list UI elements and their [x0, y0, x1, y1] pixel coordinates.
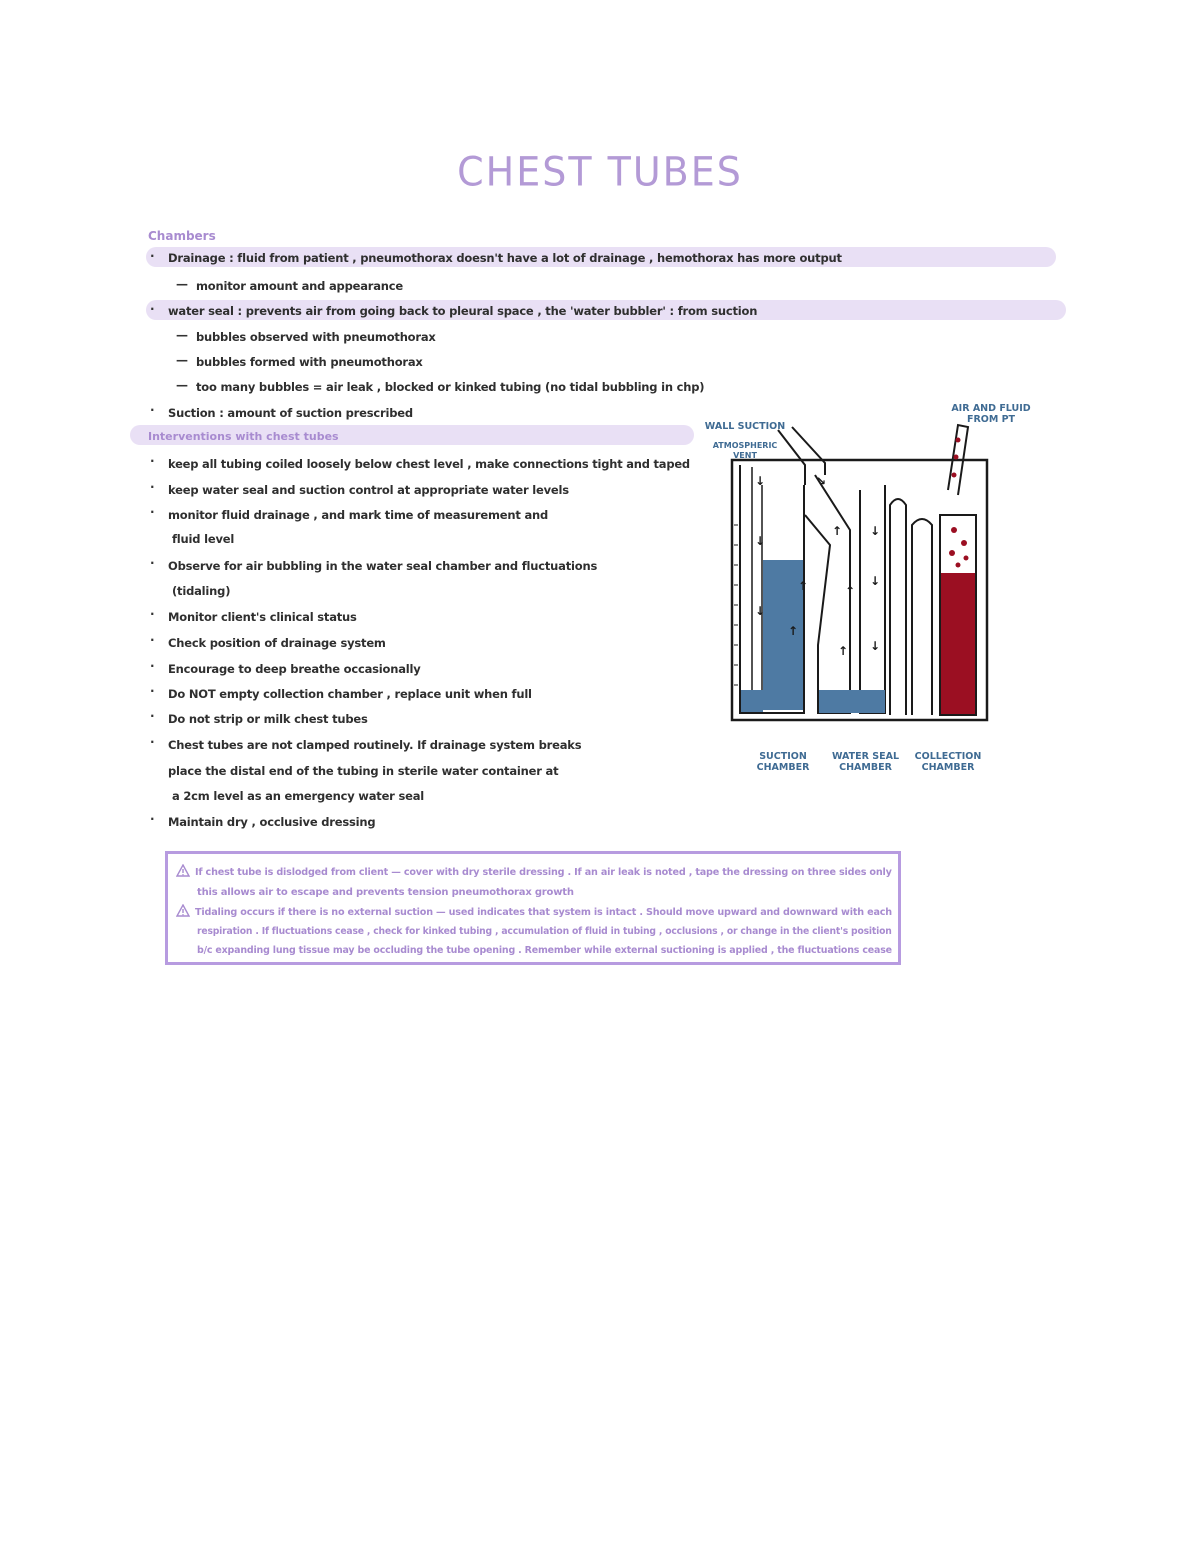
water-seal-wall — [860, 485, 885, 713]
water-seal-wall — [805, 475, 850, 713]
collection-chamber-label: COLLECTION CHAMBER — [914, 751, 982, 773]
intervention-item: Monitor client's clinical status — [168, 610, 357, 624]
chambers-sub-air-leak: too many bubbles = air leak , blocked or kinked tubing (no tidal bubbling in chp) — [196, 380, 705, 394]
svg-text:↓: ↓ — [755, 604, 766, 618]
dash-marker: — — [176, 378, 188, 392]
suction-water-base — [741, 690, 763, 712]
bullet-marker: · — [150, 403, 155, 417]
blood-drops — [949, 527, 969, 568]
intervention-item: keep water seal and suction control at appropriate water levels — [168, 483, 569, 497]
connector-loop — [912, 519, 932, 715]
bullet-marker: · — [150, 607, 155, 621]
chambers-item-suction: Suction : amount of suction prescribed — [168, 406, 413, 420]
intervention-item: Do not strip or milk chest tubes — [168, 712, 368, 726]
svg-text:↓: ↓ — [755, 534, 766, 548]
chambers-item-drainage: Drainage : fluid from patient , pneumothorax doesn't have a lot of drainage , hemothorax has more output — [168, 251, 842, 265]
svg-text:↓: ↓ — [870, 524, 881, 538]
callout-line: respiration . If fluctuations cease , check for kinked tubing , accumulation of fluid in tubing , occlusions , or change in the client's position — [197, 926, 892, 937]
dash-marker: — — [176, 328, 188, 342]
svg-text:↑: ↑ — [798, 579, 809, 593]
bullet-marker: · — [150, 505, 155, 519]
intervention-item: Maintain dry , occlusive dressing — [168, 815, 376, 829]
chambers-item-water-seal: water seal : prevents air from going back to pleural space , the 'water bubbler' : from suction — [168, 304, 758, 318]
wall-suction-label: WALL SUCTION — [704, 421, 786, 432]
bullet-marker: · — [150, 556, 155, 570]
interventions-heading: Interventions with chest tubes — [148, 430, 339, 443]
svg-text:↓: ↓ — [755, 474, 766, 488]
bullet-marker: · — [150, 633, 155, 647]
suction-chamber-label: SUCTION CHAMBER — [756, 751, 810, 773]
intervention-item: Chest tubes are not clamped routinely. If drainage system breaks — [168, 738, 582, 752]
svg-text:↑: ↑ — [832, 524, 843, 538]
suction-inner-tube — [752, 467, 762, 695]
bullet-marker: · — [150, 812, 155, 826]
bullet-marker: · — [150, 302, 155, 316]
intervention-item: Observe for air bubbling in the water seal chamber and fluctuations — [168, 559, 598, 573]
chambers-heading: Chambers — [148, 229, 216, 243]
intervention-item-cont: place the distal end of the tubing in sterile water container at — [168, 764, 559, 778]
svg-text:↓: ↓ — [870, 574, 881, 588]
warning-icon — [176, 904, 190, 917]
intervention-item: keep all tubing coiled loosely below chest level , make connections tight and taped — [168, 457, 690, 471]
svg-text:↓: ↓ — [870, 639, 881, 653]
bullet-marker: · — [150, 480, 155, 494]
collection-blood — [941, 573, 975, 714]
svg-text:↑: ↑ — [838, 644, 849, 658]
dash-marker: — — [176, 353, 188, 367]
bullet-marker: · — [150, 659, 155, 673]
connector-loop — [890, 499, 906, 715]
chambers-sub-bubbles-formed: bubbles formed with pneumothorax — [196, 355, 423, 369]
bullet-marker: · — [150, 709, 155, 723]
chambers-sub-monitor: monitor amount and appearance — [196, 279, 404, 293]
chambers-sub-bubbles-observed: bubbles observed with pneumothorax — [196, 330, 436, 344]
dash-marker: — — [176, 277, 188, 291]
intervention-item: Do NOT empty collection chamber , replace unit when full — [168, 687, 532, 701]
suction-scale-ticks — [734, 525, 738, 685]
warning-icon — [176, 864, 190, 877]
bullet-marker: · — [150, 454, 155, 468]
callout-line: Tidaling occurs if there is no external suction — used indicates that system is intact . Should move upward and downward with each — [195, 907, 892, 918]
wall-suction-tube — [792, 427, 825, 475]
atmosphere-label: ATMOSPHERIC VENT — [712, 441, 778, 460]
bullet-marker: · — [150, 735, 155, 749]
callout-line: this allows air to escape and prevents tension pneumothorax growth — [197, 887, 574, 898]
intervention-item: Check position of drainage system — [168, 636, 386, 650]
bullet-marker: · — [150, 684, 155, 698]
callout-line: If chest tube is dislodged from client — cover with dry sterile dressing . If an air leak is noted , tape the dressing on three sides only — [195, 867, 892, 878]
water-seal-water — [819, 690, 885, 713]
intervention-item-cont: a 2cm level as an emergency water seal — [172, 789, 425, 803]
svg-text:↘: ↘ — [816, 474, 827, 488]
intervention-item: Encourage to deep breathe occasionally — [168, 662, 421, 676]
air-fluid-label: AIR AND FLUID FROM PT — [951, 403, 1031, 425]
page-title: CHEST TUBES — [457, 148, 743, 196]
intervention-item: monitor fluid drainage , and mark time of measurement and — [168, 508, 549, 522]
bullet-marker: · — [150, 249, 155, 263]
intervention-item-cont: (tidaling) — [172, 584, 231, 598]
water-seal-chamber-label: WATER SEAL CHAMBER — [832, 751, 899, 773]
svg-text:↑: ↑ — [788, 624, 799, 638]
svg-text:↑: ↑ — [845, 584, 856, 598]
callout-line: b/c expanding lung tissue may be occluding the tube opening . Remember while external suctioning is applied , the fluctuations cease — [197, 945, 892, 956]
intervention-item-cont: fluid level — [172, 532, 235, 546]
